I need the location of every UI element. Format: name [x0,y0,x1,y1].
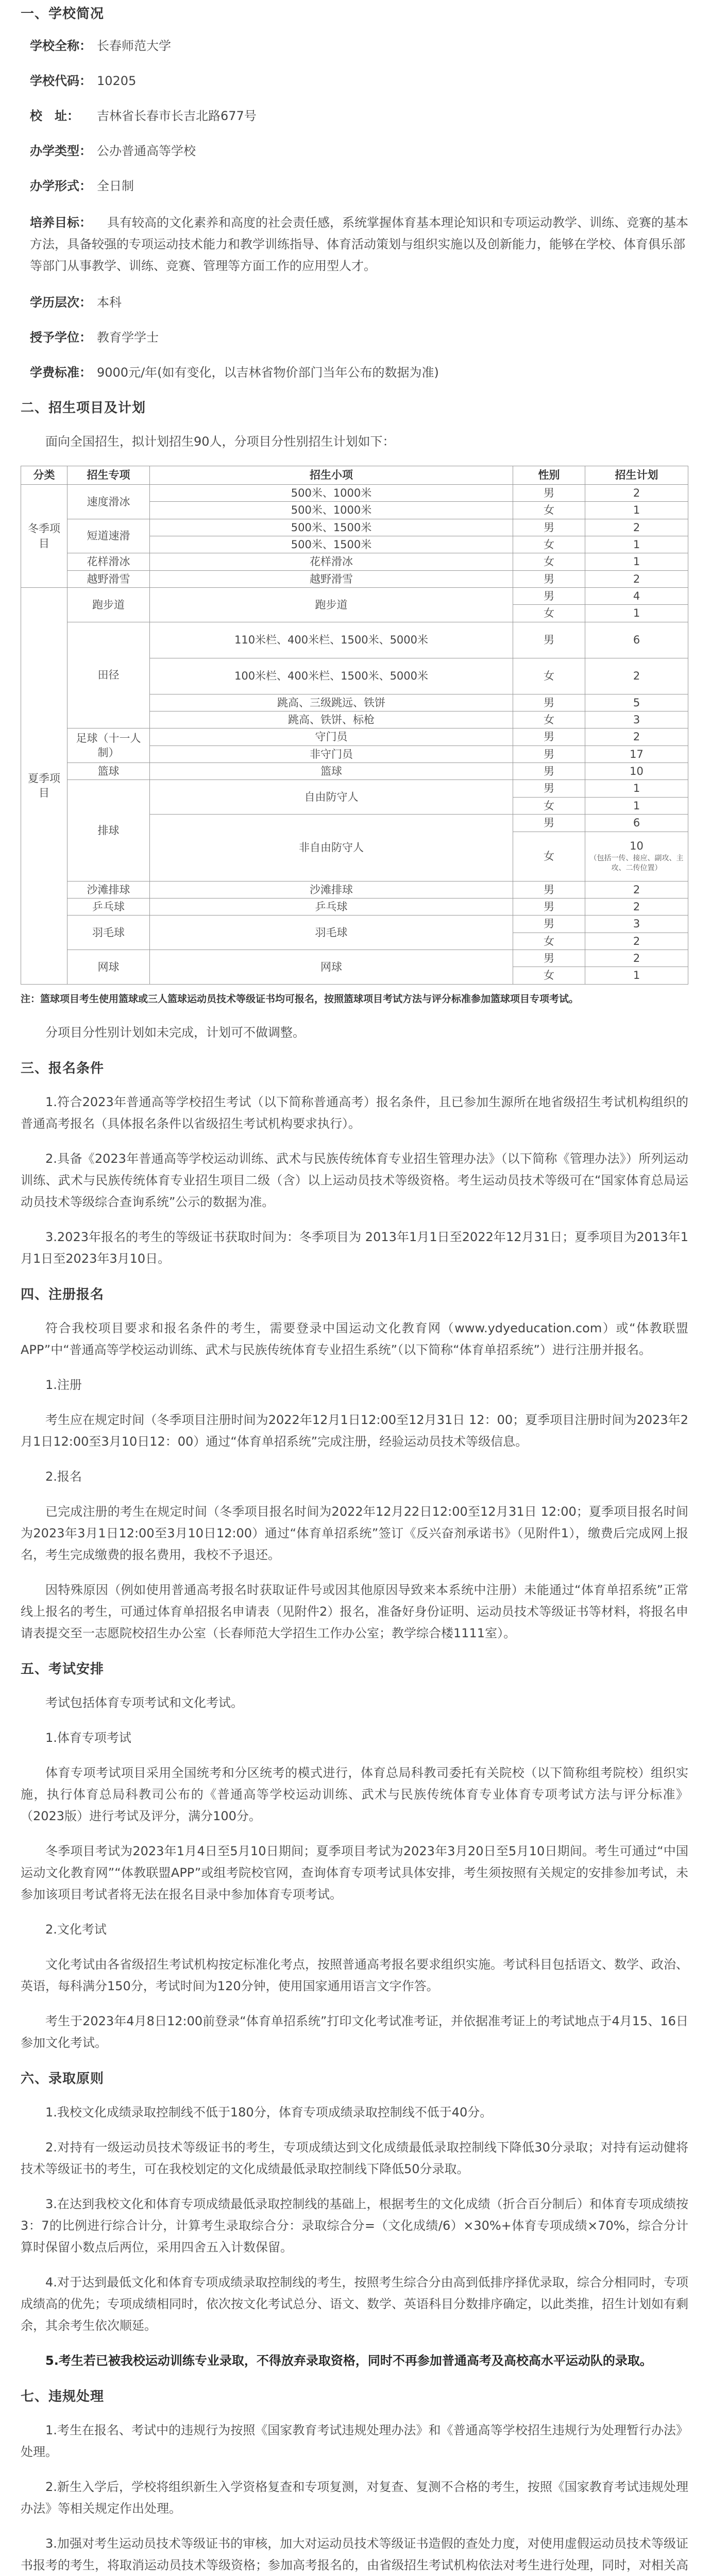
exam-sport: 体育专项考试项目采用全国统考和分区统考的模式进行，体育总局科教司委托有关院校（以下简称组考院校）组织实施，执行体育总局科教司公布的《普通高等学校运动训练、武术与民族传统体育专业体育专项考试方法与评分标准》（2023版）进行考试及评分，满分100分。 [21,1766,688,1824]
exam-sub-1: 1.体育专项考试 [45,1731,131,1745]
section-title-exams: 五、考试安排 [21,1662,105,1677]
registration-special: 因特殊原因（例如使用普通高考报名时获取证件号或因其他原因导致来本系统中注册）未能通过“体育单招系统”正常线上报名的考生，可通过体育单招报名申请表（见附件2）报名，准备好身份证明、运动员技术等级证书等材料，将报名申请表提交至一志愿院校招生办公室（长春师范大学招生工作办公室；教学综合楼1111室）。 [21,1583,688,1641]
project-cell: 排球 [67,780,150,881]
sex-cell: 男 [513,622,585,658]
school-type [30,142,688,160]
admission-3: 3.在达到我校文化和体育专项成绩最低录取控制线的基础上，根据考生的文化成绩（折合百分制后）和体育专项成绩按3：7的比例进行综合计分，计算考生录取综合分：录取综合分=（文化成绩/6）×30%+体育专项成绩×70%，综合分计算时保留小数点后两位，采用四舍五入计数保留。 [21,2197,688,2255]
section-title-school-profile: 一、学校简况 [21,6,105,22]
quota-cell: 6 [585,815,688,832]
sex-cell: 女 [513,832,585,881]
quota-cell: 2 [585,950,688,967]
subitem-cell: 110米栏、400米栏、1500米、5000米 [150,622,513,658]
exam-sub-2: 2.文化考试 [45,1922,107,1937]
quota-cell: 1 [585,536,688,553]
registration-apply: 已完成注册的考生在规定时间（冬季项目报名时间为2022年12月22日12:00至12月31日 12:00；夏季项目报名时间为2023年3月1日12:00至3月10日12:00）通过“体育单招系统”签订《反兴奋剂承诺书》（见附件1），缴费后完成网上报名，考生完成缴费的报名费用，我校不予退还。 [21,1504,688,1563]
section-title-admission: 六、录取原则 [21,2071,105,2087]
plan-adjust-note: 分项目分性别计划如未完成，计划可不做调整。 [45,1025,305,1040]
table-row [21,519,688,536]
project-cell: 沙滩排球 [67,881,150,898]
registration-signup: 考生应在规定时间（冬季项目注册时间为2022年12月1日12:00至12月31日 12：00；夏季项目注册时间为2023年2月1日12:00至3月10日12：00）通过“体育单招系统”完成注册，经验运动员技术等级信息。 [21,1413,688,1449]
header-quota: 招生计划 [585,466,688,485]
value: 全日制 [97,179,134,193]
sex-cell: 女 [513,933,585,950]
table-row [21,570,688,587]
category-summer: 夏季项目 [21,588,67,985]
table-row [21,916,688,933]
admission-4: 4.对于达到最低文化和体育专项成绩录取控制线的考生，按照考生综合分由高到低排序择优录取，综合分相同时，专项成绩高的优先；专项成绩相同时，依次按文化考试总分、语文、数学、英语科目分数排序确定，以此类推，招生计划如有剩余，其余考生依次顺延。 [21,2275,688,2333]
quota-cell: 6 [585,622,688,658]
header-sex: 性别 [513,466,585,485]
quota-cell: 2 [585,898,688,915]
quota-cell: 2 [585,881,688,898]
sex-cell: 男 [513,898,585,915]
table-note: 注：篮球项目考生使用篮球或三人篮球运动员技术等级证书均可报名，按照篮球项目考试方法与评分标准参加篮球项目专项考试。 [21,993,579,1005]
sex-cell: 女 [513,536,585,553]
table-row [21,553,688,570]
sex-cell: 女 [513,605,585,622]
sex-cell: 男 [513,519,585,536]
exam-admission-ticket: 考生于2023年4月8日12:00前登录“体育单招系统”打印文化考试准考证，并依据准考证上的考试地点于4月15、16日参加文化考试。 [21,2014,688,2050]
subitem-cell: 跳高、三级跳远、铁饼 [150,694,513,711]
quota-cell: 3 [585,711,688,728]
project-cell: 足球（十一人制） [67,728,150,763]
sex-cell: 男 [513,588,585,605]
table-header-row [21,466,688,485]
degree [30,328,688,347]
subitem-cell: 500米、1000米 [150,485,513,502]
table-row [21,485,688,502]
subitem-cell: 乒乓球 [150,898,513,915]
header-project: 招生专项 [67,466,150,485]
project-cell: 羽毛球 [67,916,150,950]
table-row [21,950,688,967]
quota-cell: 4 [585,588,688,605]
quota-cell: 1 [585,967,688,984]
quota-cell: 2 [585,519,688,536]
label: 办学类型： [30,144,92,158]
label: 培养目标： [30,215,92,230]
project-cell: 越野滑雪 [67,570,150,587]
table-row [21,588,688,605]
exam-culture: 文化考试由各省级招生考试机构按定标准化考点，按照普通高考报名要求组织实施。考试科目包括语文、数学、政治、英语，每科满分150分，考试时间为120分钟，使用国家通用语言文字作答。 [21,1957,688,1994]
value: 9000元/年(如有变化，以吉林省物价部门当年公布的数据为准) [97,365,439,380]
label: 学费标准： [30,365,92,380]
registration-sub-2: 2.报名 [45,1469,82,1484]
subitem-cell: 守门员 [150,728,513,745]
sex-cell: 女 [513,553,585,570]
table-row [21,728,688,745]
sex-cell: 男 [513,570,585,587]
sex-cell: 男 [513,780,585,797]
quota-cell: 2 [585,570,688,587]
exam-intro: 考试包括体育专项考试和文化考试。 [45,1696,243,1710]
quota-cell: 2 [585,728,688,745]
sex-cell: 男 [513,950,585,967]
section-title-registration: 四、注册报名 [21,1287,105,1303]
label: 学校代码： [30,74,92,88]
table-row [21,881,688,898]
sex-cell: 男 [513,694,585,711]
project-cell: 乒乓球 [67,898,150,915]
eligibility-1: 1.符合2023年普通高等学校招生考试（以下简称普通高考）报名条件，且已参加生源所在地省级招生考试机构组织的普通高考报名（具体报名条件以省级招生考试机构要求执行）。 [21,1095,688,1131]
table-row [21,763,688,780]
quota-cell: 1 [585,797,688,814]
value: 公办普通高等学校 [97,144,196,158]
training-goal [30,212,688,277]
label: 办学形式： [30,179,92,193]
table-row [21,622,688,658]
sex-cell: 男 [513,763,585,780]
sex-cell: 女 [513,502,585,519]
sex-cell: 男 [513,815,585,832]
eligibility-2: 2.具备《2023年普通高等学校运动训练、武术与民族传统体育专业招生管理办法》（以下简称《管理办法》）所列运动训练、武术与民族传统体育专业招生项目二级（含）以上运动员技术等级资格。考生运动员技术等级可在“国家体育总局运动员技术等级综合查询系统”公示的数据为准。 [21,1151,688,1210]
table-row [21,898,688,915]
registration-sub-1: 1.注册 [45,1378,82,1393]
quota-cell: 5 [585,694,688,711]
admission-1: 1.我校文化成绩录取控制线不低于180分，体育专项成绩录取控制线不低于40分。 [45,2105,493,2120]
section-title-eligibility: 三、报名条件 [21,1061,105,1077]
sex-cell: 男 [513,728,585,745]
value: 本科 [97,295,122,310]
value: 具有较高的文化素养和高度的社会责任感，系统掌握体育基本理论知识和专项运动教学、训练、竞赛的基本方法，具备较强的专项运动技术能力和教学训练指导、体育活动策划与组织实施以及创新能力，能够在学校、体育俱乐部等部门从事教学、训练、竞赛、管理等方面工作的应用型人才。 [30,215,688,273]
school-code [30,72,688,90]
subitem-cell: 自由防守人 [150,780,513,815]
exam-sport-time: 冬季项目考试为2023年1月4日至5月10日期间；夏季项目考试为2023年3月20日至5月10日期间。考生可通过“中国运动文化教育网”“体教联盟APP”或组考院校官网，查询体育专项考试具体安排，考生须按照有关规定的安排参加考试，未参加该项目考试者将无法在报名目录中参加体育专项考试。 [21,1844,688,1902]
subitem-cell: 网球 [150,950,513,984]
enrollment-plan-table [21,466,688,985]
subitem-cell: 500米、1000米 [150,502,513,519]
quota-cell: 1 [585,605,688,622]
sex-cell: 男 [513,916,585,933]
label: 校 址： [30,109,79,123]
plan-intro: 面向全国招生，拟计划招生90人，分项目分性别招生计划如下： [45,434,395,449]
label: 学历层次： [30,295,92,310]
value: 吉林省长春市长吉北路677号 [97,109,257,123]
subitem-cell: 花样滑冰 [150,553,513,570]
label: 学校全称： [30,39,92,53]
subitem-cell: 非守门员 [150,745,513,762]
subitem-cell: 羽毛球 [150,916,513,950]
section-title-enrollment-plan: 二、招生项目及计划 [21,400,146,416]
sex-cell: 女 [513,967,585,984]
subitem-cell: 500米、1500米 [150,519,513,536]
registration-intro: 符合我校项目要求和报名条件的考生，需要登录中国运动文化教育网（www.ydyeducation.com）或“体教联盟APP”中“普通高等学校运动训练、武术与民族传统体育专业招生系统”（以下简称“体育单招系统”）进行注册并报名。 [21,1321,688,1358]
section-title-violations: 七、违规处理 [21,2389,105,2405]
sex-cell: 男 [513,485,585,502]
subitem-cell: 跑步道 [150,588,513,622]
admission-2: 2.对持有一级运动员技术等级证书的考生，专项成绩达到文化成绩最低录取控制线下降低30分录取；对持有运动健将技术等级证书的考生，可在我校划定的文化成绩最低录取控制线下降低50分录取。 [21,2140,688,2177]
sex-cell: 女 [513,797,585,814]
quota-value: 10 [630,840,644,853]
school-address [30,107,688,125]
quota-cell: 3 [585,916,688,933]
value: 10205 [97,74,137,88]
subitem-cell: 越野滑雪 [150,570,513,587]
quota-cell: 10 [585,763,688,780]
quota-note: （包括一传、接应、副攻、主攻、二传位置） [589,854,684,873]
header-category: 分类 [21,466,67,485]
quota-cell: 2 [585,658,688,694]
subitem-cell: 沙滩排球 [150,881,513,898]
subitem-cell: 篮球 [150,763,513,780]
project-cell: 速度滑冰 [67,485,150,519]
value: 教育学学士 [97,330,159,345]
violation-3: 3.加强对考生运动员技术等级证书的审核，加大对运动员技术等级证书造假的查处力度，对使用虚假运动员技术等级证书报考的考生，将取消运动员技术等级资格；参加高考报名的，由省级招生考试机构依法对考生进行处理，同时，对相关高 [21,2536,688,2573]
sex-cell: 男 [513,881,585,898]
header-subitem: 招生小项 [150,466,513,485]
sex-cell: 女 [513,658,585,694]
project-cell: 短道速滑 [67,519,150,553]
project-cell: 网球 [67,950,150,984]
quota-cell: 1 [585,780,688,797]
project-cell: 篮球 [67,763,150,780]
school-form [30,177,688,195]
sex-cell: 女 [513,711,585,728]
tuition [30,363,688,382]
admission-5: 5.考生若已被我校运动训练专业录取，不得放弃录取资格，同时不再参加普通高考及高校高水平运动队的录取。 [45,2353,652,2368]
quota-cell: 1 [585,502,688,519]
quota-cell: 17 [585,745,688,762]
quota-cell [585,832,688,881]
value: 长春师范大学 [97,39,171,53]
subitem-cell: 100米栏、400米栏、1500米、5000米 [150,658,513,694]
project-cell: 田径 [67,622,150,728]
table-row [21,780,688,797]
quota-cell: 1 [585,553,688,570]
project-cell: 花样滑冰 [67,553,150,570]
violation-1: 1.考生在报名、考试中的违规行为按照《国家教育考试违规处理办法》和《普通高等学校招生违规行为处理暂行办法》处理。 [21,2423,688,2460]
quota-cell: 2 [585,485,688,502]
violation-2: 2.新生入学后，学校将组织新生入学资格复查和专项复测，对复查、复测不合格的考生，按照《国家教育考试违规处理办法》等相关规定作出处理。 [21,2480,688,2516]
subitem-cell: 500米、1500米 [150,536,513,553]
label: 授予学位： [30,330,92,345]
eligibility-3: 3.2023年报名的考生的等级证书获取时间为：冬季项目为 2013年1月1日至2022年12月31日；夏季项目为2013年1月1日至2023年3月10日。 [21,1230,688,1266]
subitem-cell: 跳高、铁饼、标枪 [150,711,513,728]
quota-cell: 2 [585,933,688,950]
subitem-cell: 非自由防守人 [150,815,513,881]
education-level [30,293,688,312]
category-winter: 冬季项目 [21,485,67,588]
school-full-name [30,37,688,55]
project-cell: 跑步道 [67,588,150,622]
sex-cell: 男 [513,745,585,762]
